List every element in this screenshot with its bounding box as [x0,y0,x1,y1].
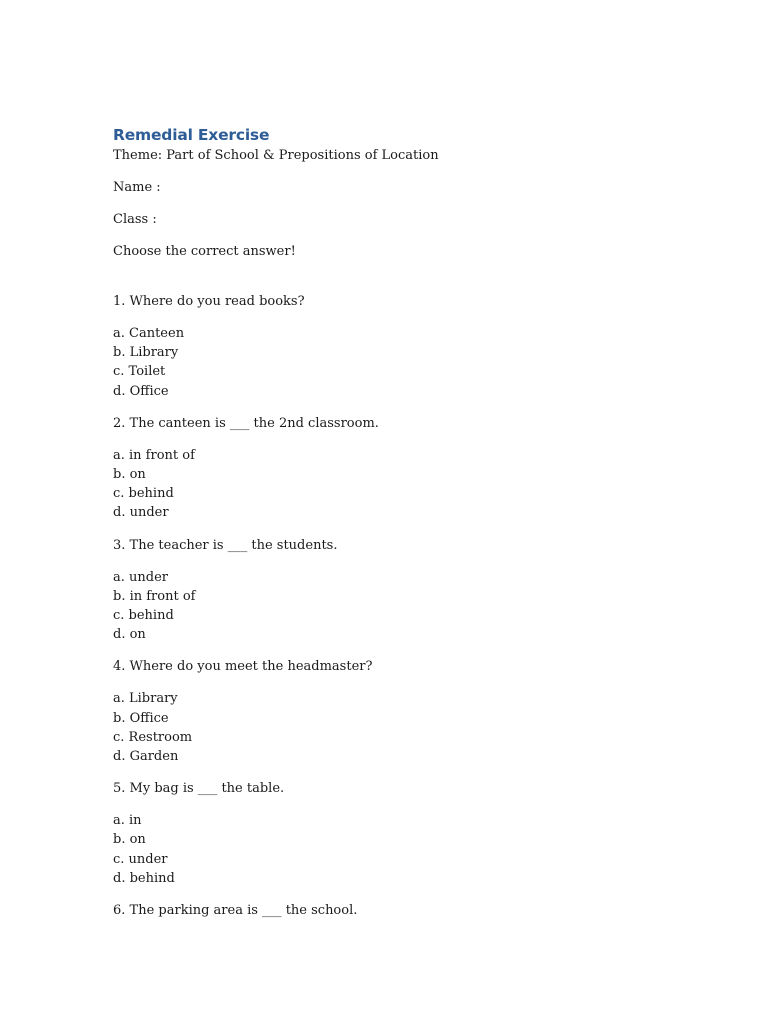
question-item [113,657,673,766]
question-item [113,536,673,645]
answer-option: a. Canteen [113,326,185,341]
answer-options [113,324,673,401]
theme-line: Theme: Part of School & Prepositions of Location [113,148,439,163]
name-label: Name : [113,180,161,195]
document-page [113,124,673,920]
answer-option: b. on [113,467,146,483]
answer-option: d. behind [113,870,175,886]
answer-option: c. behind [113,486,174,502]
document-title: Remedial Exercise [113,126,270,144]
question-text: 4. Where do you meet the headmaster? [113,659,373,675]
answer-option: a. under [113,569,168,585]
class-label: Class : [113,212,157,227]
question-item [113,414,673,523]
answer-options [113,446,673,523]
question-text: 1. Where do you read books? [113,294,305,309]
answer-option: b. on [113,832,146,848]
answer-option: c. behind [113,608,174,624]
answer-option: a. in front of [113,447,195,463]
answer-option: d. Office [113,383,169,399]
answer-option: b. Library [113,345,179,361]
answer-option: d. on [113,627,146,643]
answer-option: c. Toilet [113,364,166,380]
answer-option: b. in front of [113,588,196,604]
answer-option: b. Office [113,710,169,726]
question-text: 5. My bag is ___ the table. [113,781,285,797]
question-item [113,779,673,888]
answer-options [113,568,673,645]
answer-options [113,811,673,888]
question-list [113,292,673,920]
question-text: 2. The canteen is ___ the 2nd classroom. [113,415,379,431]
answer-option: a. in [113,813,142,829]
answer-option: c. Restroom [113,729,193,745]
answer-option: d. Garden [113,749,179,765]
answer-option: c. under [113,851,168,867]
question-text: 3. The teacher is ___ the students. [113,537,338,553]
answer-option: a. Library [113,691,178,707]
answer-options [113,689,673,766]
question-text: 6. The parking area is ___ the school. [113,903,358,919]
question-item [113,292,673,401]
instruction-line: Choose the correct answer! [113,244,296,259]
question-item [113,901,673,920]
answer-option: d. under [113,505,169,521]
